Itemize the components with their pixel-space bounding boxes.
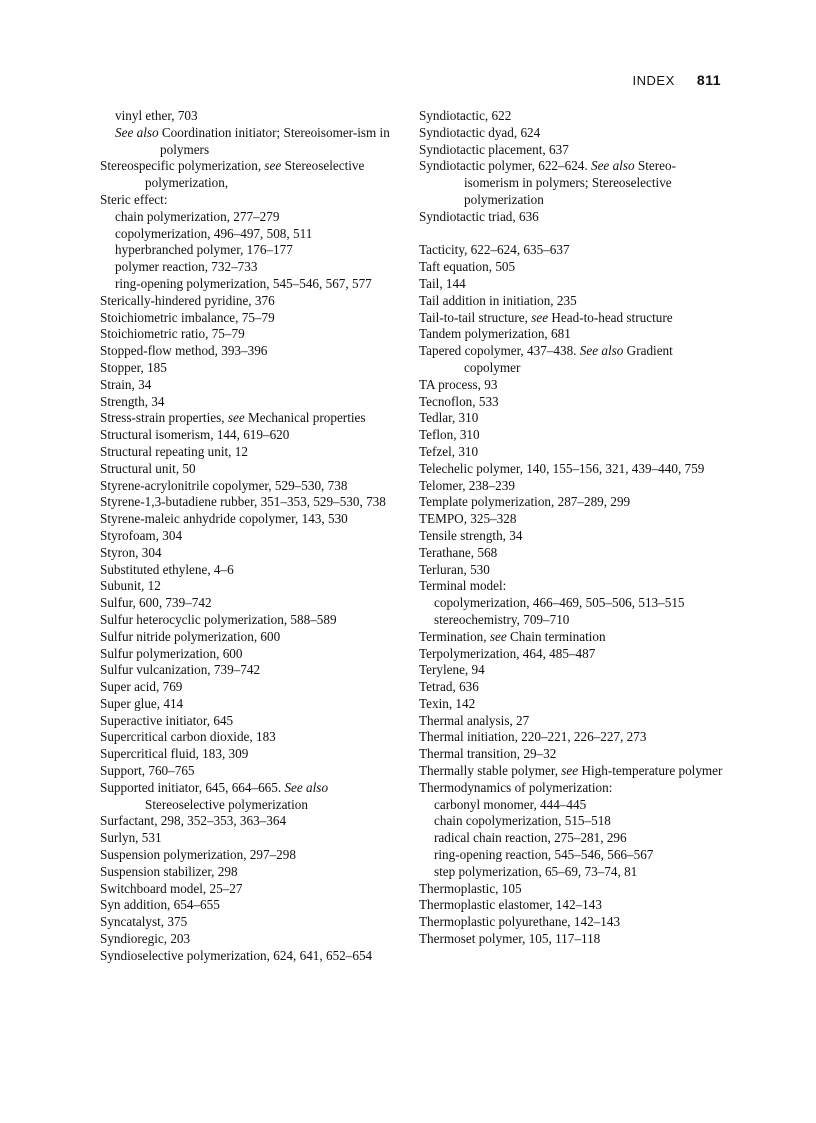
entry-text: Stopped-flow method, 393–396 bbox=[100, 343, 268, 359]
entry-text: Terathane, 568 bbox=[419, 544, 498, 560]
entry-text: Stereospecific polymerization, bbox=[100, 158, 265, 174]
index-entry bbox=[100, 494, 410, 511]
entry-text: Syn addition, 654–655 bbox=[100, 897, 220, 913]
entry-text: chain copolymerization, 515–518 bbox=[434, 813, 611, 829]
index-entry bbox=[100, 461, 410, 478]
entry-text: Suspension polymerization, 297–298 bbox=[100, 847, 296, 863]
entry-text: Surfactant, 298, 352–353, 363–364 bbox=[100, 813, 287, 829]
index-entry bbox=[100, 612, 410, 629]
entry-text: Tefzel, 310 bbox=[419, 443, 479, 459]
entry-text: Coordination initiator; Stereoisomer-ism in polymers bbox=[158, 124, 390, 157]
entry-text: Tandem polymerization, 681 bbox=[419, 326, 571, 342]
index-entry bbox=[100, 847, 410, 864]
entry-text: Styrofoam, 304 bbox=[100, 527, 183, 543]
index-entry bbox=[100, 444, 410, 461]
entry-text: Thermal analysis, 27 bbox=[419, 712, 530, 728]
index-entry bbox=[419, 629, 724, 646]
entry-target: Stereo-isomerism in polymers; Stereoselective polymerization bbox=[464, 158, 676, 207]
cross-reference: see bbox=[227, 410, 245, 426]
entry-text: Syndiotactic dyad, 624 bbox=[419, 124, 541, 140]
entry-text: Tail-to-tail structure, bbox=[419, 309, 532, 325]
entry-text: Tedlar, 310 bbox=[419, 410, 479, 426]
cross-reference: see bbox=[531, 309, 549, 325]
entry-text: Tail addition in initiation, 235 bbox=[419, 292, 577, 308]
index-entry bbox=[100, 360, 410, 377]
index-entry bbox=[100, 192, 410, 209]
entry-text: Switchboard model, 25–27 bbox=[100, 880, 243, 896]
entry-text: Strength, 34 bbox=[100, 393, 165, 409]
entry-text: Syndiotactic, 622 bbox=[419, 108, 512, 123]
index-entry bbox=[419, 326, 724, 343]
index-entry bbox=[419, 377, 724, 394]
entry-text: Tensile strength, 34 bbox=[419, 527, 523, 543]
entry-text: Terluran, 530 bbox=[419, 561, 490, 577]
entry-text: Super acid, 769 bbox=[100, 679, 183, 695]
index-entry bbox=[419, 763, 724, 780]
index-entry bbox=[419, 276, 724, 293]
index-entry bbox=[100, 427, 410, 444]
index-subentry bbox=[419, 612, 724, 629]
index-entry bbox=[419, 562, 724, 579]
entry-text: Superactive initiator, 645 bbox=[100, 712, 234, 728]
index-subentry bbox=[100, 108, 410, 125]
entry-text: Thermal initiation, 220–221, 226–227, 273 bbox=[419, 729, 647, 745]
running-header bbox=[633, 72, 721, 88]
entry-text: Sulfur, 600, 739–742 bbox=[100, 595, 212, 611]
entry-text: chain polymerization, 277–279 bbox=[115, 208, 280, 224]
index-entry bbox=[419, 242, 724, 259]
entry-text: Styrene-maleic anhydride copolymer, 143, 530 bbox=[100, 511, 348, 527]
index-entry bbox=[100, 864, 410, 881]
entry-text: Surlyn, 531 bbox=[100, 830, 162, 846]
index-entry bbox=[100, 410, 410, 427]
cross-reference: see bbox=[489, 628, 507, 644]
entry-text: Styrene-acrylonitrile copolymer, 529–530, 738 bbox=[100, 477, 348, 493]
entry-text: Supercritical carbon dioxide, 183 bbox=[100, 729, 276, 745]
page-number: 811 bbox=[696, 72, 721, 88]
index-entry bbox=[419, 259, 724, 276]
index-subentry bbox=[100, 125, 410, 159]
index-entry bbox=[419, 897, 724, 914]
index-entry bbox=[419, 729, 724, 746]
index-entry bbox=[100, 528, 410, 545]
entry-text: step polymerization, 65–69, 73–74, 81 bbox=[434, 863, 638, 879]
entry-text: Tapered copolymer, 437–438. bbox=[419, 343, 580, 359]
index-entry bbox=[419, 494, 724, 511]
index-column-left bbox=[100, 108, 410, 965]
entry-text: Stoichiometric ratio, 75–79 bbox=[100, 326, 245, 342]
index-entry bbox=[419, 108, 724, 125]
index-entry bbox=[100, 310, 410, 327]
cross-reference: See also bbox=[579, 343, 624, 359]
index-entry bbox=[100, 578, 410, 595]
index-entry bbox=[100, 780, 410, 814]
entry-text: Syndiotactic placement, 637 bbox=[419, 141, 569, 157]
entry-text: Sterically-hindered pyridine, 376 bbox=[100, 292, 275, 308]
index-subentry bbox=[100, 209, 410, 226]
index-entry bbox=[419, 142, 724, 159]
index-entry bbox=[419, 478, 724, 495]
entry-text: Telomer, 238–239 bbox=[419, 477, 515, 493]
index-entry bbox=[419, 780, 724, 797]
entry-target: Stereoselective polymerization bbox=[145, 796, 308, 812]
entry-target: Gradient copolymer bbox=[464, 343, 673, 375]
entry-text: radical chain reaction, 275–281, 296 bbox=[434, 830, 627, 846]
index-entry bbox=[100, 729, 410, 746]
index-entry bbox=[419, 578, 724, 595]
index-entry bbox=[100, 478, 410, 495]
index-entry bbox=[419, 881, 724, 898]
cross-reference: see bbox=[561, 763, 579, 779]
index-entry bbox=[419, 125, 724, 142]
cross-reference: See also bbox=[284, 779, 329, 795]
index-entry bbox=[100, 646, 410, 663]
index-entry bbox=[100, 914, 410, 931]
index-entry bbox=[100, 679, 410, 696]
index-entry bbox=[100, 931, 410, 948]
entry-text: copolymerization, 496–497, 508, 511 bbox=[115, 225, 313, 241]
index-subentry bbox=[419, 847, 724, 864]
index-entry bbox=[100, 158, 410, 192]
index-entry bbox=[419, 410, 724, 427]
entry-text: Structural isomerism, 144, 619–620 bbox=[100, 427, 290, 443]
entry-text: TEMPO, 325–328 bbox=[419, 511, 517, 527]
entry-text: Tetrad, 636 bbox=[419, 679, 479, 695]
index-entry bbox=[419, 696, 724, 713]
entry-text: Syndiotactic polymer, 622–624. bbox=[419, 158, 591, 174]
entry-target: Stereoselective polymerization, bbox=[145, 158, 365, 191]
entry-target: Head-to-head structure bbox=[548, 309, 673, 325]
index-subentry bbox=[419, 813, 724, 830]
index-entry bbox=[100, 881, 410, 898]
index-subentry bbox=[419, 595, 724, 612]
index-entry bbox=[100, 763, 410, 780]
index-entry bbox=[100, 948, 410, 965]
index-subentry bbox=[419, 864, 724, 881]
entry-text: Sulfur heterocyclic polymerization, 588–589 bbox=[100, 611, 337, 627]
entry-text: stereochemistry, 709–710 bbox=[434, 611, 570, 627]
entry-text: Stoichiometric imbalance, 75–79 bbox=[100, 309, 275, 325]
index-entry bbox=[100, 343, 410, 360]
entry-text: carbonyl monomer, 444–445 bbox=[434, 796, 587, 812]
index-entry bbox=[100, 813, 410, 830]
index-entry bbox=[419, 679, 724, 696]
index-entry bbox=[100, 629, 410, 646]
index-entry bbox=[419, 528, 724, 545]
cross-reference: See also bbox=[590, 158, 635, 174]
entry-text: hyperbranched polymer, 176–177 bbox=[115, 242, 293, 258]
entry-text: Suspension stabilizer, 298 bbox=[100, 863, 238, 879]
entry-text: vinyl ether, 703 bbox=[115, 108, 198, 123]
index-subentry bbox=[100, 259, 410, 276]
index-entry bbox=[419, 461, 724, 478]
entry-text: Syncatalyst, 375 bbox=[100, 914, 188, 930]
entry-text: Termination, bbox=[419, 628, 490, 644]
entry-text: Taft equation, 505 bbox=[419, 259, 516, 275]
entry-target: Mechanical properties bbox=[244, 410, 366, 426]
entry-text: Thermodynamics of polymerization: bbox=[419, 779, 613, 795]
entry-text: Subunit, 12 bbox=[100, 578, 161, 594]
entry-text: Telechelic polymer, 140, 155–156, 321, 439–440, 759 bbox=[419, 460, 705, 476]
entry-text: Template polymerization, 287–289, 299 bbox=[419, 494, 631, 510]
index-entry bbox=[100, 662, 410, 679]
entry-text: Thermoplastic polyurethane, 142–143 bbox=[419, 914, 621, 930]
index-entry bbox=[419, 713, 724, 730]
entry-text: Tacticity, 622–624, 635–637 bbox=[419, 242, 570, 258]
index-entry bbox=[419, 646, 724, 663]
index-entry bbox=[100, 713, 410, 730]
index-entry bbox=[100, 293, 410, 310]
entry-text: Sulfur nitride polymerization, 600 bbox=[100, 628, 281, 644]
index-entry bbox=[419, 746, 724, 763]
index-entry bbox=[419, 914, 724, 931]
entry-text: Tecnoflon, 533 bbox=[419, 393, 499, 409]
entry-target: Chain termination bbox=[506, 628, 606, 644]
entry-text: Syndiotactic triad, 636 bbox=[419, 208, 539, 224]
index-entry bbox=[100, 394, 410, 411]
entry-text: Thermoplastic, 105 bbox=[419, 880, 522, 896]
index-entry bbox=[419, 931, 724, 948]
index-entry bbox=[419, 511, 724, 528]
index-entry bbox=[100, 830, 410, 847]
index-entry bbox=[419, 662, 724, 679]
index-subentry bbox=[419, 797, 724, 814]
cross-reference: see bbox=[264, 158, 282, 174]
index-subentry bbox=[100, 242, 410, 259]
entry-text: Terminal model: bbox=[419, 578, 507, 594]
entry-text: TA process, 93 bbox=[419, 376, 498, 392]
entry-text: Syndioregic, 203 bbox=[100, 931, 191, 947]
entry-text: Structural repeating unit, 12 bbox=[100, 443, 248, 459]
entry-text: Texin, 142 bbox=[419, 695, 476, 711]
index-entry bbox=[100, 696, 410, 713]
entry-text: Syndioselective polymerization, 624, 641, 652–654 bbox=[100, 947, 373, 963]
entry-text: Supported initiator, 645, 664–665. bbox=[100, 779, 285, 795]
cross-reference: See also bbox=[115, 124, 159, 140]
entry-text: Sulfur polymerization, 600 bbox=[100, 645, 243, 661]
index-entry bbox=[419, 444, 724, 461]
index-entry bbox=[100, 511, 410, 528]
index-entry bbox=[419, 209, 724, 226]
index-entry bbox=[419, 293, 724, 310]
entry-text: Thermoset polymer, 105, 117–118 bbox=[419, 931, 601, 947]
index-entry bbox=[419, 343, 724, 377]
entry-text: Structural unit, 50 bbox=[100, 460, 196, 476]
index-entry bbox=[100, 545, 410, 562]
index-subentry bbox=[419, 830, 724, 847]
index-column-right bbox=[419, 108, 724, 948]
entry-text: Stress-strain properties, bbox=[100, 410, 228, 426]
entry-text: Super glue, 414 bbox=[100, 695, 184, 711]
entry-text: Terpolymerization, 464, 485–487 bbox=[419, 645, 596, 661]
entry-text: Thermoplastic elastomer, 142–143 bbox=[419, 897, 602, 913]
entry-text: Sulfur vulcanization, 739–742 bbox=[100, 662, 261, 678]
index-entry bbox=[100, 897, 410, 914]
index-entry bbox=[100, 562, 410, 579]
index-entry bbox=[100, 377, 410, 394]
entry-text: Styron, 304 bbox=[100, 544, 162, 560]
entry-text: ring-opening reaction, 545–546, 566–567 bbox=[434, 847, 654, 863]
entry-text: Strain, 34 bbox=[100, 376, 152, 392]
entry-target: High-temperature polymer bbox=[578, 763, 723, 779]
entry-text: polymer reaction, 732–733 bbox=[115, 259, 258, 275]
entry-text: copolymerization, 466–469, 505–506, 513–515 bbox=[434, 595, 685, 611]
entry-text: ring-opening polymerization, 545–546, 567, 577 bbox=[115, 275, 372, 291]
entry-text: Stopper, 185 bbox=[100, 359, 167, 375]
index-entry bbox=[100, 595, 410, 612]
header-label: INDEX bbox=[632, 73, 675, 88]
entry-text: Thermal transition, 29–32 bbox=[419, 746, 557, 762]
entry-text: Styrene-1,3-butadiene rubber, 351–353, 529–530, 738 bbox=[100, 494, 386, 510]
entry-text: Terylene, 94 bbox=[419, 662, 485, 678]
entry-text: Tail, 144 bbox=[419, 275, 466, 291]
entry-text: Substituted ethylene, 4–6 bbox=[100, 561, 234, 577]
index-entry bbox=[419, 427, 724, 444]
entry-text: Steric effect: bbox=[100, 191, 168, 207]
index-entry bbox=[419, 394, 724, 411]
entry-text: Teflon, 310 bbox=[419, 427, 480, 443]
index-entry bbox=[419, 158, 724, 208]
entry-text: Support, 760–765 bbox=[100, 763, 195, 779]
index-entry bbox=[419, 310, 724, 327]
index-entry bbox=[100, 746, 410, 763]
index-entry bbox=[100, 326, 410, 343]
index-subentry bbox=[100, 276, 410, 293]
index-entry bbox=[419, 545, 724, 562]
entry-text: Thermally stable polymer, bbox=[419, 763, 562, 779]
index-subentry bbox=[100, 226, 410, 243]
entry-text: Supercritical fluid, 183, 309 bbox=[100, 746, 249, 762]
